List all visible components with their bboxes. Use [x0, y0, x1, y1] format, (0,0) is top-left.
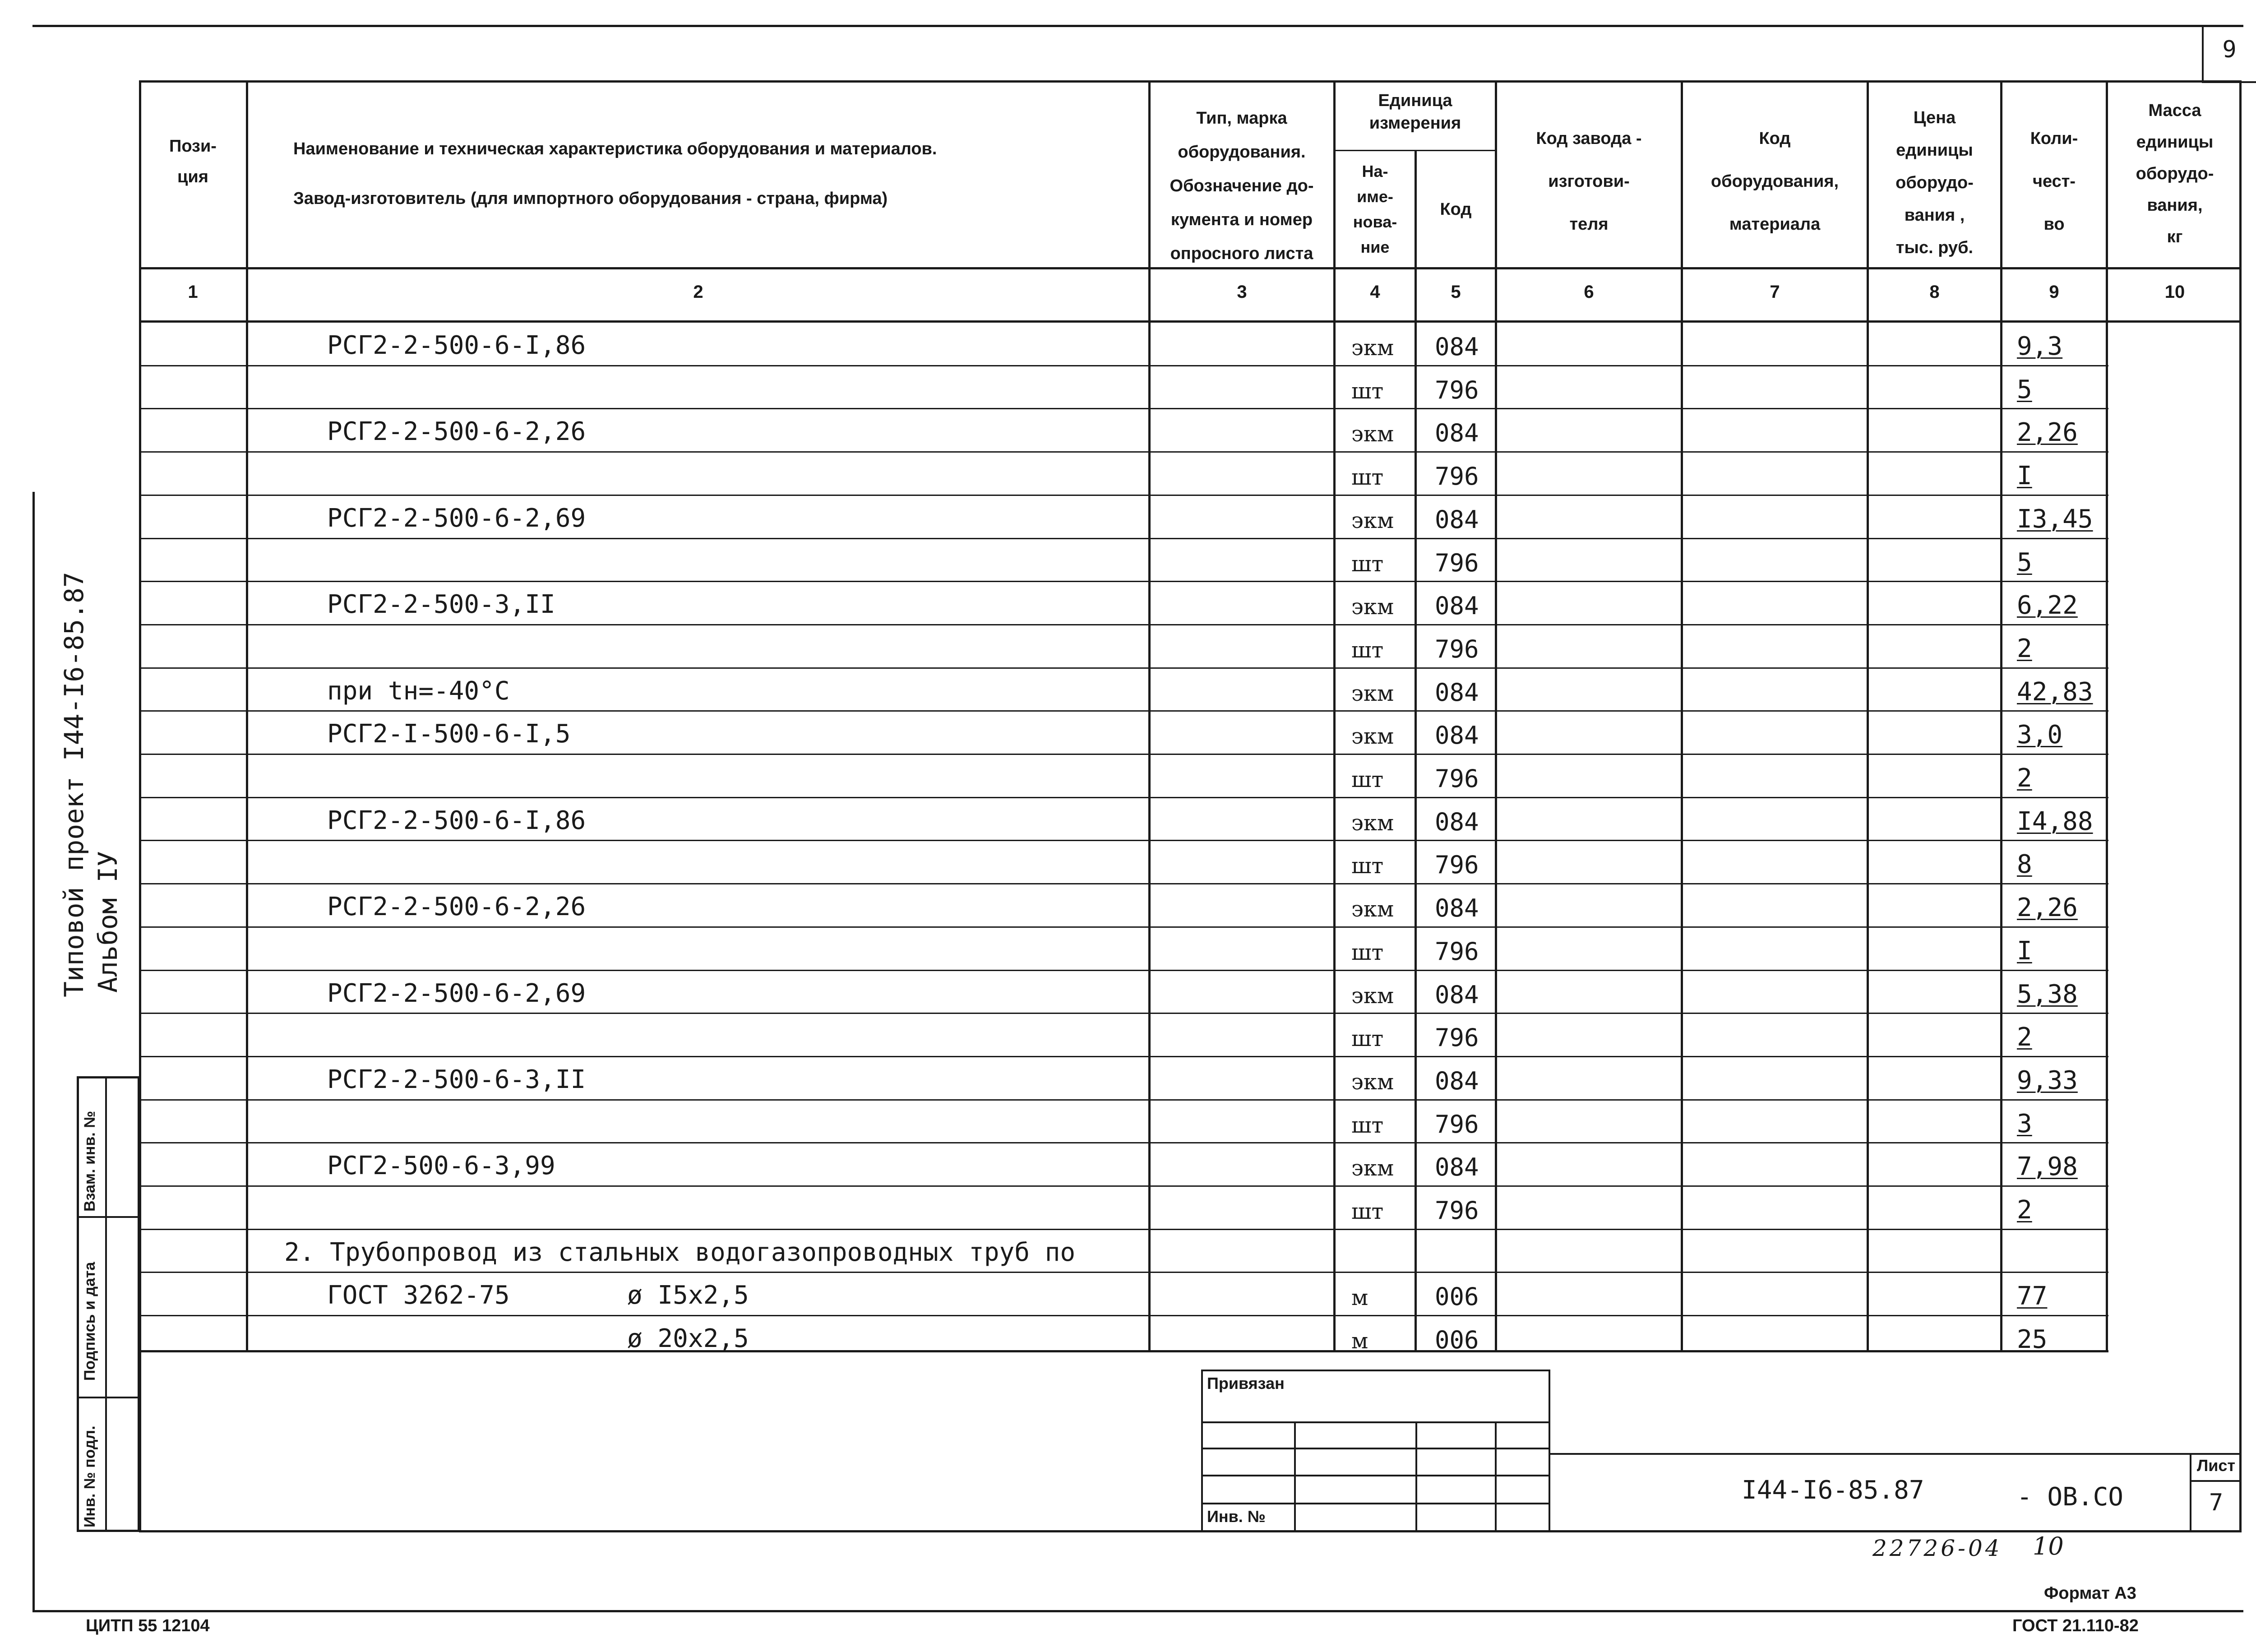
row-qty: I4,88 [2017, 806, 2093, 836]
row-qty: 9,3 [2017, 332, 2063, 361]
handwritten-number: 22726-04 [1872, 1535, 2002, 1561]
row-unit: экм [1351, 1069, 1394, 1095]
stamp-top-line [1550, 1453, 2242, 1455]
header-col10: Масса единицы оборудо- вания, кг [2136, 101, 2214, 246]
row-unit: шт [1351, 1199, 1384, 1224]
header-col6: Код завода - изготови- теля [1536, 129, 1642, 234]
footer-format: Формат А3 [2044, 1584, 2136, 1603]
privyazan-vline-1 [1294, 1421, 1296, 1532]
privyazan-label: Привязан [1207, 1374, 1285, 1393]
row-unit: шт [1351, 637, 1384, 663]
privyazan-vline-3 [1495, 1421, 1497, 1532]
col-number-8: 8 [1929, 282, 1940, 302]
row-name: РСГ2-I-500-6-I,5 [327, 719, 571, 749]
col-number-10: 10 [2164, 282, 2185, 302]
row-name: РСГ2-2-500-6-3,II [327, 1064, 586, 1094]
row-name-extra: ø 20x2,5 [627, 1324, 749, 1354]
row-name-extra: ø I5x2,5 [627, 1281, 749, 1310]
row-qty: 42,83 [2017, 677, 2093, 707]
side-stamp-podpis: Подпись и дата [81, 1262, 98, 1381]
row-unit: экм [1351, 594, 1394, 620]
table-row [139, 841, 2108, 884]
col-number-9: 9 [2049, 282, 2059, 302]
corner-sheet-number: 9 [2222, 36, 2237, 63]
row-code: 084 [1435, 721, 1479, 750]
row-qty: 7,98 [2017, 1152, 2078, 1182]
row-name: ГОСТ 3262-75 [327, 1281, 510, 1310]
row-code: 084 [1435, 1066, 1479, 1095]
footer-gost: ГОСТ 21.110-82 [2012, 1616, 2139, 1635]
header-col3: Тип, марка оборудования. Обозначение до- кумента и номер опросного листа [1170, 109, 1314, 263]
row-code: 796 [1435, 634, 1479, 663]
doc-suffix: - ОВ.СО [2017, 1482, 2124, 1512]
row-code: 084 [1435, 807, 1479, 836]
row-qty: 8 [2017, 850, 2032, 879]
row-qty: 25 [2017, 1325, 2048, 1355]
row-unit: экм [1351, 680, 1394, 706]
inv-no-label: Инв. № [1207, 1507, 1266, 1526]
row-qty: I3,45 [2017, 504, 2093, 534]
handwritten-page: 10 [2033, 1532, 2064, 1560]
list-box-divider [2190, 1480, 2242, 1482]
side-stamp-hline-2 [77, 1397, 140, 1398]
col-number-4: 4 [1370, 282, 1380, 302]
row-qty: 2 [2017, 634, 2032, 663]
side-stamp-inner-vline [105, 1076, 107, 1532]
row-code: 084 [1435, 333, 1479, 361]
row-unit: экм [1351, 897, 1394, 922]
table-row [139, 1316, 2108, 1359]
row-name: 2. Трубопровод из стальных водогазопроводных труб по [284, 1237, 1076, 1267]
row-code: 006 [1435, 1282, 1479, 1311]
table-row [139, 625, 2108, 668]
privyazan-vline-2 [1415, 1421, 1417, 1532]
row-qty: 2 [2017, 764, 2032, 793]
privyazan-hline-4 [1201, 1503, 1550, 1504]
side-title-line1: Типовой проект I44-I6-85.87 [59, 572, 89, 997]
header-unit-group: Единица измерения [1369, 91, 1461, 133]
header-col7: Код оборудования, материала [1710, 129, 1839, 234]
privyazan-hline-1 [1201, 1421, 1550, 1423]
col-number-7: 7 [1770, 282, 1780, 302]
top-border-line [32, 25, 2243, 27]
row-qty: 2,26 [2017, 893, 2078, 923]
header-col4: На- име- нова- ние [1353, 162, 1397, 256]
row-unit: экм [1351, 983, 1394, 1009]
header-col9: Коли- чест- во [2030, 129, 2078, 234]
row-code: 796 [1435, 462, 1479, 491]
row-unit: шт [1351, 465, 1384, 491]
table-row [139, 927, 2108, 971]
col-number-3: 3 [1237, 282, 1247, 302]
row-name: РСГ2-2-500-6-I,86 [327, 805, 586, 835]
col-number-5: 5 [1451, 282, 1461, 302]
row-unit: шт [1351, 551, 1384, 577]
row-code: 084 [1435, 1153, 1479, 1182]
row-name: РСГ2-2-500-6-2,26 [327, 417, 586, 447]
row-qty: I [2017, 461, 2032, 491]
side-stamp-inv: Инв. № подл. [81, 1425, 98, 1527]
row-code: 796 [1435, 764, 1479, 793]
row-code: 084 [1435, 419, 1479, 448]
row-name: РСГ2-500-6-3,99 [327, 1151, 555, 1181]
table-row [139, 366, 2108, 409]
header-col1: Пози- ция [169, 137, 217, 186]
row-name: РСГ2-2-500-6-I,86 [327, 331, 586, 360]
row-unit: м [1351, 1285, 1368, 1311]
row-qty: 6,22 [2017, 591, 2078, 620]
row-unit: экм [1351, 508, 1394, 533]
row-name: при tн=-40°C [327, 676, 510, 706]
table-row [139, 1186, 2108, 1230]
outer-left-line [32, 492, 35, 1611]
row-code: 084 [1435, 980, 1479, 1009]
row-qty: 77 [2017, 1282, 2048, 1311]
row-qty: 3,0 [2017, 720, 2063, 750]
row-code: 006 [1435, 1326, 1479, 1355]
row-code: 796 [1435, 1110, 1479, 1138]
row-code: 084 [1435, 678, 1479, 707]
row-name: РСГ2-2-500-6-2,69 [327, 978, 586, 1008]
col-number-1: 1 [188, 282, 198, 302]
row-unit: экм [1351, 724, 1394, 750]
outer-bottom-line [32, 1610, 2243, 1612]
row-qty: 9,33 [2017, 1065, 2078, 1095]
row-qty: 5 [2017, 547, 2032, 577]
row-unit: м [1351, 1328, 1368, 1354]
privyazan-hline-2 [1201, 1448, 1550, 1449]
row-code: 796 [1435, 851, 1479, 879]
row-name: РСГ2-2-500-3,II [327, 590, 555, 620]
side-title-line2: Альбом IУ [92, 851, 123, 993]
side-stamp-vzam: Взам. инв. № [81, 1111, 98, 1212]
row-name: РСГ2-2-500-6-2,26 [327, 892, 586, 922]
row-qty: 5 [2017, 375, 2032, 404]
doc-code: I44-I6-85.87 [1742, 1476, 1924, 1505]
row-qty: 2,26 [2017, 418, 2078, 448]
row-unit: шт [1351, 767, 1384, 792]
footer-left: ЦИТП 55 12104 [86, 1616, 210, 1635]
row-code: 084 [1435, 592, 1479, 620]
table-row [139, 1100, 2108, 1143]
row-code: 796 [1435, 375, 1479, 404]
table-row [139, 1013, 2108, 1057]
row-code: 796 [1435, 1196, 1479, 1225]
col-number-2: 2 [693, 282, 703, 302]
row-unit: шт [1351, 939, 1384, 965]
row-unit: шт [1351, 1112, 1384, 1138]
row-qty: 2 [2017, 1195, 2032, 1225]
row-code: 084 [1435, 894, 1479, 923]
row-qty: 5,38 [2017, 979, 2078, 1009]
header-col5: Код [1440, 200, 1472, 219]
row-unit: шт [1351, 1026, 1384, 1052]
privyazan-hline-3 [1201, 1475, 1550, 1476]
header-col2: Наименование и техническая характеристика оборудования и материалов. Завод-изготовитель (для импортного оборудования - страна, фирма) [293, 139, 937, 208]
row-qty: 2 [2017, 1023, 2032, 1052]
row-unit: экм [1351, 421, 1394, 447]
row-code: 796 [1435, 548, 1479, 577]
table-row [139, 452, 2108, 495]
table-row [139, 539, 2108, 582]
header-col8: Цена единицы оборудо- вания , тыс. руб. [1895, 108, 1974, 257]
unit-header-divider [1333, 150, 1495, 151]
side-stamp-hline-1 [77, 1216, 140, 1218]
row-code: 084 [1435, 505, 1479, 534]
row-qty: I [2017, 936, 2032, 966]
row-name: РСГ2-2-500-6-2,69 [327, 503, 586, 533]
table-row [139, 754, 2108, 798]
row-unit: экм [1351, 810, 1394, 836]
list-label: Лист [2196, 1456, 2236, 1475]
col-number-6: 6 [1584, 282, 1594, 302]
row-unit: экм [1351, 1156, 1394, 1181]
row-code: 796 [1435, 937, 1479, 966]
row-unit: шт [1351, 853, 1384, 879]
row-unit: шт [1351, 378, 1384, 404]
row-code: 796 [1435, 1023, 1479, 1052]
row-unit: экм [1351, 335, 1394, 361]
list-value: 7 [2209, 1489, 2224, 1516]
row-qty: 3 [2017, 1109, 2032, 1138]
